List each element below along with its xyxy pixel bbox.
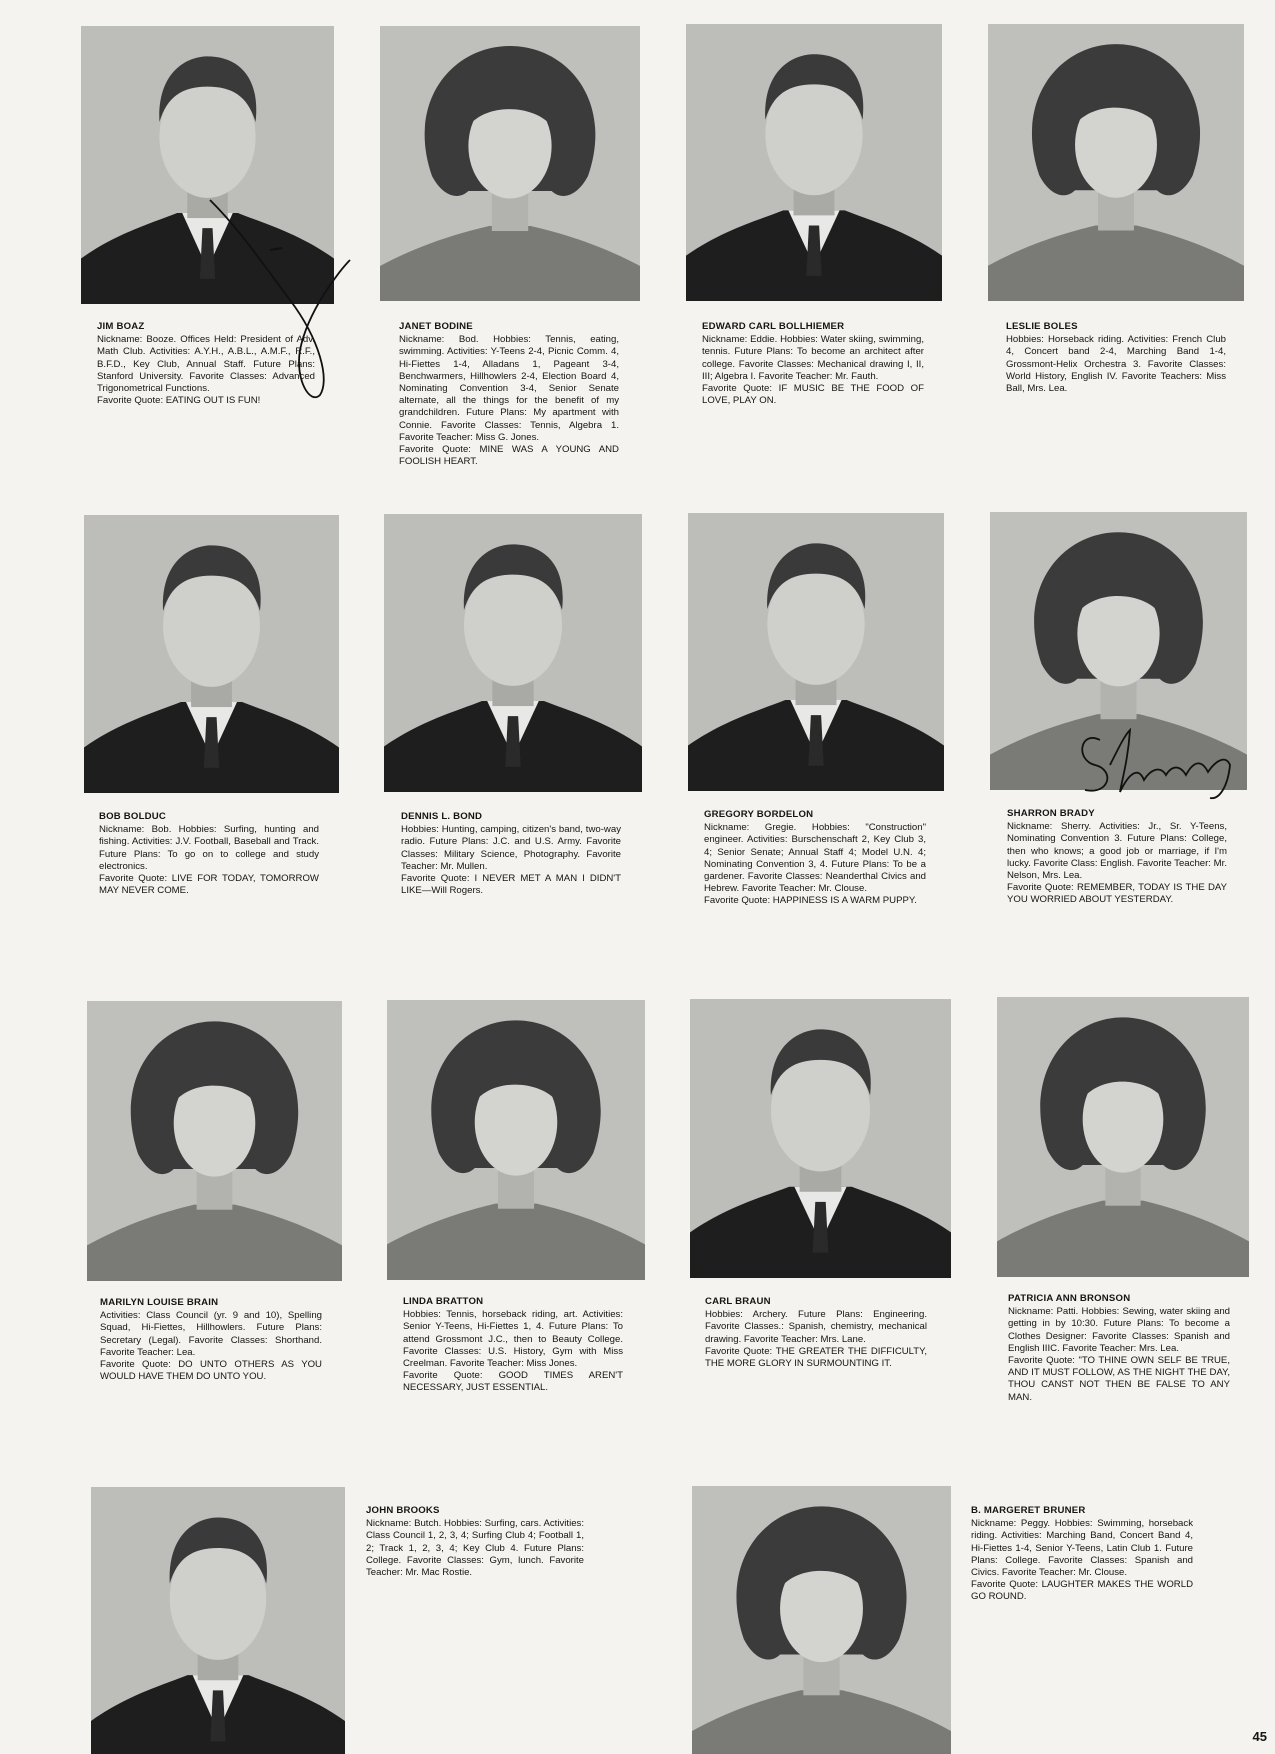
student-quote: Favorite Quote: LAUGHTER MAKES THE WORLD GO ROUND. [971, 1579, 1193, 1603]
student-quote: Favorite Quote: MINE WAS A YOUNG AND FOOLISH HEART. [399, 444, 619, 468]
student-bio [702, 321, 924, 407]
student-photo [988, 24, 1244, 301]
student-bio [971, 1505, 1193, 1604]
student-name: MARILYN LOUISE BRAIN [100, 1297, 219, 1308]
portrait-male [384, 514, 642, 792]
student-photo [990, 512, 1247, 790]
student-details: Hobbies: Horseback riding. Activities: French Club 4, Concert band 2-4, Marching Band 1-4, Grossmont-Helix Orchestra 3. Favorite Classes: World History, English IV. Favorite Teachers: Miss Ball, Mrs. Lea. [1006, 334, 1226, 395]
student-name: JIM BOAZ [97, 321, 145, 332]
student-details: Hobbies: Hunting, camping, citizen's band, two-way radio. Future Plans: J.C. and U.S. Army. Favorite Classes: Military Science, Photography. Favorite Teacher: Mr. Mullen. [401, 824, 621, 872]
student-name: DENNIS L. BOND [401, 811, 483, 822]
student-quote: Favorite Quote: DO UNTO OTHERS AS YOU WOULD HAVE THEM DO UNTO YOU. [100, 1359, 322, 1383]
portrait-male [686, 24, 942, 301]
student-quote: Favorite Quote: IF MUSIC BE THE FOOD OF LOVE, PLAY ON. [702, 383, 924, 407]
portrait-female [692, 1486, 951, 1754]
student-details: Nickname: Gregie. Hobbies: "Construction" engineer. Activities: Burschenschaft 2, Key Club 3, 4; Senior Senate; Annual Staff 4; Model U.N. 4; Nominating Convention 3, 4. Future Plans: To be a gardener. Favorite Classes: Neanderthal Civics and Hebrew. Favorite Teacher: Mr. Clouse. [704, 822, 926, 895]
student-photo [384, 514, 642, 792]
student-details: Nickname: Bob. Hobbies: Surfing, hunting and fishing. Activities: J.V. Football, Baseball and Track. Future Plans: To go on to college and study electronics. [99, 824, 319, 872]
student-name: CARL BRAUN [705, 1296, 771, 1307]
portrait-female [988, 24, 1244, 301]
student-details: Hobbies: Tennis, horseback riding, art. Activities: Senior Y-Teens, Hi-Fiettes 1, 4. Future Plans: To attend Grossmont J.C., then to Beauty College. Favorite Classes: U.S. History, Gym with Miss Creelman. Favorite Teacher: Miss Jones. [403, 1309, 623, 1370]
portrait-male [688, 513, 944, 791]
portrait-male [81, 26, 334, 304]
student-bio [704, 809, 926, 908]
student-photo [688, 513, 944, 791]
student-bio [99, 811, 319, 897]
portrait-female [380, 26, 640, 301]
student-name: GREGORY BORDELON [704, 809, 814, 820]
student-photo [380, 26, 640, 301]
student-details: Nickname: Eddie. Hobbies: Water skiing, swimming, tennis. Future Plans: To become an architect after college. Favorite Classes: Mechanical drawing I, II, III; Algebra I. Favorite Teacher: Mr. Fauth. [702, 334, 924, 382]
student-photo [87, 1001, 342, 1281]
student-quote: Favorite Quote: HAPPINESS IS A WARM PUPPY. [704, 895, 917, 907]
page-number: 45 [1252, 1729, 1267, 1744]
student-quote: Favorite Quote: LIVE FOR TODAY, TOMORROW MAY NEVER COME. [99, 873, 319, 897]
student-name: LESLIE BOLES [1006, 321, 1078, 332]
student-bio [401, 811, 621, 897]
student-details: Nickname: Patti. Hobbies: Sewing, water skiing and getting in by 10:30. Future Plans: To become a Clothes Designer: Favorite Classes: Spanish and English IIIC. Favorite Teacher: Mrs. Lea. [1008, 1306, 1230, 1354]
student-bio [403, 1296, 623, 1395]
student-details: Nickname: Sherry. Activities: Jr., Sr. Y-Teens, Nominating Convention 3. Future Plans: College, then who knows; a good job or marriage, if I'm lucky. Favorite Class: English. Favorite Teacher: Mr. Nelson, Mrs. Lea. [1007, 821, 1227, 882]
student-name: B. MARGERET BRUNER [971, 1505, 1086, 1516]
student-bio [399, 321, 619, 468]
student-photo [997, 997, 1249, 1277]
student-bio [1007, 808, 1227, 907]
student-photo [91, 1487, 345, 1754]
student-name: JANET BODINE [399, 321, 473, 332]
student-quote: Favorite Quote: I NEVER MET A MAN I DIDN'T LIKE—Will Rogers. [401, 873, 621, 897]
student-name: JOHN BROOKS [366, 1505, 440, 1516]
student-photo [690, 999, 951, 1278]
student-quote: Favorite Quote: THE GREATER THE DIFFICULTY, THE MORE GLORY IN SURMOUNTING IT. [705, 1345, 927, 1370]
student-photo [692, 1486, 951, 1754]
portrait-male [84, 515, 339, 793]
student-bio [366, 1505, 584, 1579]
portrait-male [91, 1487, 345, 1754]
portrait-female [997, 997, 1249, 1277]
student-name: LINDA BRATTON [403, 1296, 484, 1307]
student-bio [1008, 1293, 1230, 1404]
portrait-female [990, 512, 1247, 790]
student-quote: Favorite Quote: GOOD TIMES AREN'T NECESSARY, JUST ESSENTIAL. [403, 1370, 623, 1394]
student-name: BOB BOLDUC [99, 811, 167, 822]
student-name: SHARRON BRADY [1007, 808, 1095, 819]
student-details: Nickname: Booze. Offices Held: President of Adv. Math Club. Activities: A.Y.H., A.B.L., A.M.F., R.F., B.F.D., Key Club, Annual Staff. Future Plans: Stanford University. Favorite Classes: Advanced Trigonometrical Functions. [97, 334, 315, 395]
portrait-female [87, 1001, 342, 1281]
student-details: Nickname: Peggy. Hobbies: Swimming, horseback riding. Activities: Marching Band, Concert Band 4, Hi-Fiettes 1-4, Senior Y-Teens, Latin Club 1. Future Plans: College. Favorite Classes: Spanish and Civics. Favorite Teacher: Mr. Clouse. [971, 1518, 1193, 1579]
student-bio [705, 1296, 927, 1370]
portrait-female [387, 1000, 645, 1280]
student-bio [97, 321, 315, 407]
student-details: Activities: Class Council (yr. 9 and 10), Spelling Squad, Hi-Fiettes, Hillhowlers. Future Plans: Secretary (Legal). Favorite Classes: Shorthand. Favorite Teacher: Lea. [100, 1310, 322, 1358]
student-photo [84, 515, 339, 793]
student-details: Nickname: Butch. Hobbies: Surfing, cars. Activities: Class Council 1, 2, 3, 4; Surfing Club 4; Football 1, 2; Track 1, 2, 3, 4; Key Club 4. Future Plans: College. Favorite Classes: Gym, lunch. Favorite Teacher: Mr. Mac Rostie. [366, 1518, 584, 1579]
student-details: Nickname: Bod. Hobbies: Tennis, eating, swimming. Activities: Y-Teens 2-4, Picnic Comm. 4, Hi-Fiettes 1-4, Alladans 1, Pageant 3-4, Benchwarmers, Hillhowlers 2-4, Election Board 4, Nominating Convention 3-4, Senior Senate alternate, all the things for the benefit of my grandchildren. Future Plans: My apartment with Connie. Favorite Classes: Tennis, Algebra 1. Favorite Teacher: Miss G. Jones. [399, 334, 619, 443]
student-details: Hobbies: Archery. Future Plans: Engineering. Favorite Classes.: Spanish, chemistry, mechanical drawing. Favorite Teacher: Mrs. Lane. [705, 1309, 927, 1345]
student-bio [100, 1297, 322, 1383]
student-photo [686, 24, 942, 301]
student-quote: Favorite Quote: "TO THINE OWN SELF BE TRUE, AND IT MUST FOLLOW, AS THE NIGHT THE DAY, THOU CANST NOT THEN BE FALSE TO ANY MAN. [1008, 1355, 1230, 1403]
student-photo [387, 1000, 645, 1280]
student-quote: Favorite Quote: REMEMBER, TODAY IS THE DAY YOU WORRIED ABOUT YESTERDAY. [1007, 882, 1227, 906]
student-name: PATRICIA ANN BRONSON [1008, 1293, 1131, 1304]
portrait-male [690, 999, 951, 1278]
student-bio [1006, 321, 1226, 395]
student-photo [81, 26, 334, 304]
student-quote: Favorite Quote: EATING OUT IS FUN! [97, 395, 261, 407]
student-name: EDWARD CARL BOLLHIEMER [702, 321, 845, 332]
